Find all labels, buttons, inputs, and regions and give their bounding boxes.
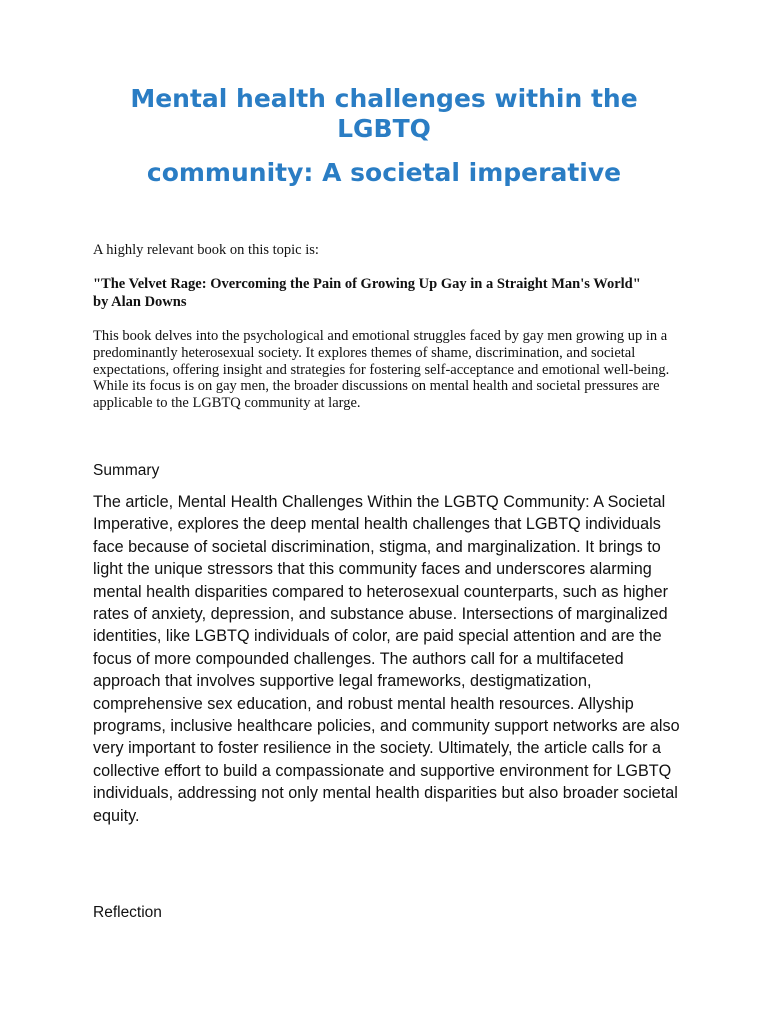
book-title: "The Velvet Rage: Overcoming the Pain of Growing Up Gay in a Straight Man's World" by Alan Downs <box>93 276 641 310</box>
document-title <box>92 84 676 188</box>
summary-body: The article, Mental Health Challenges Within the LGBTQ Community: A Societal Imperative, explores the deep mental health challenges that LGBTQ individuals face because of societal discrimination, stigma, and marginalization. It brings to light the unique stressors that this community faces and underscores alarming mental health disparities compared to heterosexual counterparts, such as higher rates of anxiety, depression, and substance abuse. Intersections of marginalized identities, like LGBTQ individuals of color, are paid special attention and are the focus of more compounded challenges. The authors call for a multifaceted approach that involves supportive legal frameworks, destigmatization, comprehensive sex education, and robust mental health resources. Allyship programs, inclusive healthcare policies, and community support networks are also very important to foster resilience in the society. Ultimately, the article calls for a collective effort to build a compassionate and supportive environment for LGBTQ individuals, addressing not only mental health disparities but also broader societal equity. <box>93 493 680 825</box>
title-line-2: LGBTQ <box>337 114 431 143</box>
title-line-1: Mental health challenges within the <box>130 84 638 113</box>
intro-text: A highly relevant book on this topic is: <box>93 242 319 258</box>
summary-heading: Summary <box>93 462 160 479</box>
book-description: This book delves into the psychological and emotional struggles faced by gay men growing up in a predominantly heterosexual society. It explores themes of shame, discrimination, and societal expectations, offering insight and strategies for fostering self-acceptance and emotional well-being. While its focus is on gay men, the broader discussions on mental health and societal pressures are applicable to the LGBTQ community at large. <box>93 328 670 412</box>
reflection-heading: Reflection <box>93 904 162 921</box>
title-line-3: community: A societal imperative <box>146 158 622 187</box>
